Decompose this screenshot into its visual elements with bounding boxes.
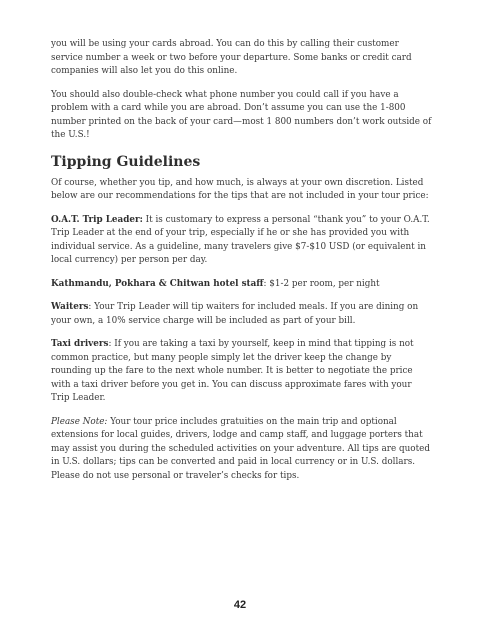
note-label: Please Note: [51,416,108,427]
intro-paragraph: you will be using your cards abroad. You can do this by calling their customer service number a week or two before your departure. Some banks or credit card companies will also let you do this online. [51,39,412,76]
page-number: 42 [233,599,247,611]
section-heading: Tipping Guidelines [51,153,201,170]
tip-item-label: Taxi drivers [51,339,109,349]
tip-item-text: : Your Trip Leader will tip waiters for included meals. If you are dining on your own, a 10% service charge will be included as part of your bill. [51,302,419,326]
tip-item-text: It is customary to express a personal “thank you” to your O.A.T. Trip Leader at the end of your trip, especially if he or she has provided you with individual service. As a guideline, many travelers give $7-$10 USD (or equivalent in local currency) per person per day. [51,214,430,265]
tip-item [51,214,432,268]
intro-paragraph: You should also double-check what phone number you could call if you have a problem with a card while you are abroad. Don’t assume you can use the 1-800 number printed on the back of your card—most 1 800 numbers don’t work outside of the U.S.! [51,89,432,140]
document-page [51,38,432,493]
note-text: Your tour price includes gratuities on the main trip and optional extensions for local guides, drivers, lodge and camp staff, and luggage porters that may assist you during the scheduled activities on your adventure. All tips are quoted in U.S. dollars; tips can be converted and paid in local currency or in U.S. dollars. Please do not use personal or traveler’s checks for tips. [51,416,430,481]
tip-item [51,338,432,406]
tip-item-label: O.A.T. Trip Leader: [51,214,143,225]
tip-item-text: : $1-2 per room, per night [263,278,380,289]
section-intro: Of course, whether you tip, and how much, is always at your own discretion. Listed below are our recommendations for the tips that are not included in your tour price: [51,177,429,201]
tip-item-text: : If you are taking a taxi by yourself, keep in mind that tipping is not common practice, but many people simply let the driver keep the change by rounding up the fare to the next whole number. It is better to negotiate the price with a taxi driver before you get in. You can discuss approximate fares with your Trip Leader. [51,339,414,403]
tip-item-label: Waiters [51,302,89,312]
tip-item [51,301,432,328]
note-paragraph [51,416,432,484]
tip-item [51,278,432,292]
tip-item-label: Kathmandu, Pokhara & Chitwan hotel staff [51,278,264,289]
